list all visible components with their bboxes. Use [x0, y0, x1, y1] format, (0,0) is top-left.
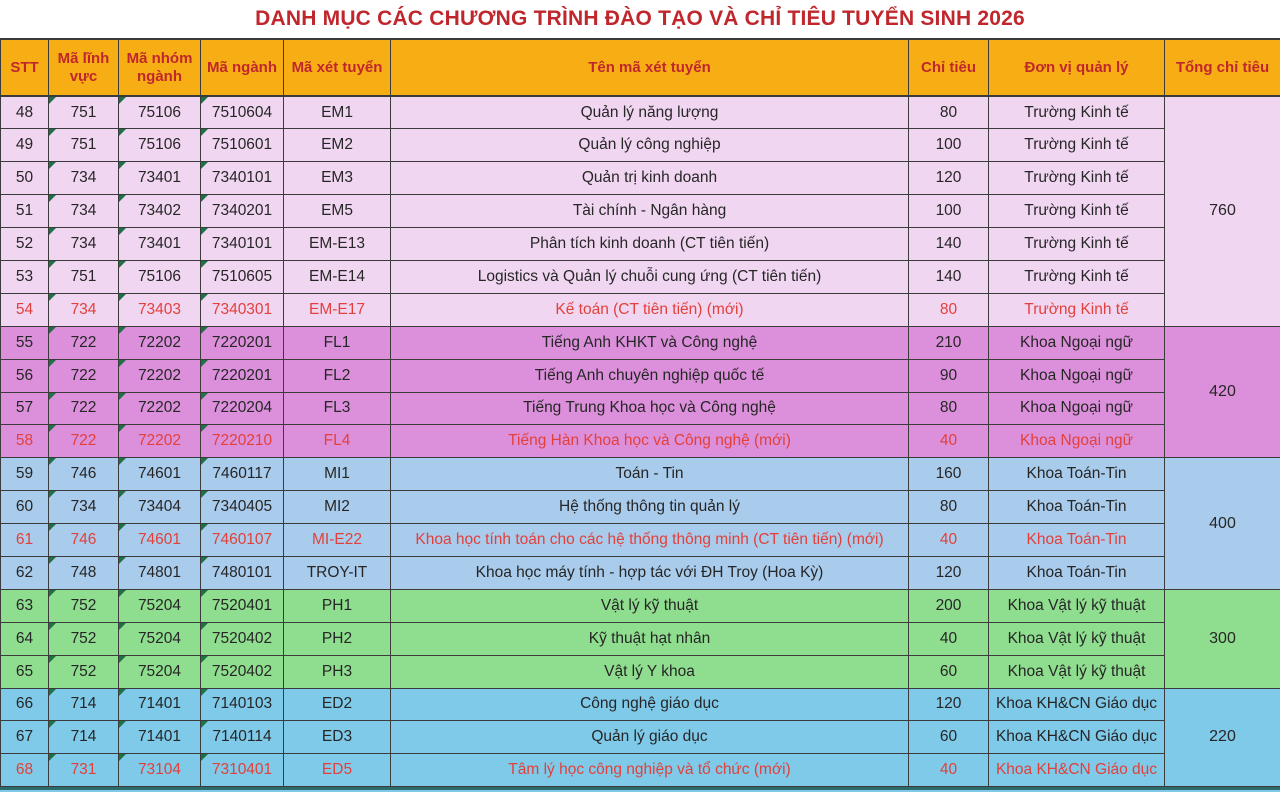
- table-row: [1, 162, 1280, 195]
- cell-ma-linh-vuc: 722: [49, 326, 119, 359]
- col-header-ma-nganh: Mã ngành: [201, 39, 284, 96]
- cell-don-vi-quan-ly: Khoa Ngoại ngữ: [989, 425, 1165, 458]
- cell-ma-nhom-nganh: 74601: [119, 524, 201, 557]
- cell-ten-ma-xet-tuyen: Hệ thống thông tin quản lý: [391, 491, 909, 524]
- header-row: [1, 39, 1280, 96]
- cell-ma-nganh: 7220201: [201, 359, 284, 392]
- cell-ma-nhom-nganh: 73104: [119, 754, 201, 787]
- cell-stt: 60: [1, 491, 49, 524]
- cell-stt: 51: [1, 195, 49, 228]
- cell-ten-ma-xet-tuyen: Vật lý kỹ thuật: [391, 589, 909, 622]
- col-header-ten-ma-xet-tuyen: Tên mã xét tuyển: [391, 39, 909, 96]
- cell-stt: 66: [1, 688, 49, 721]
- cell-chi-tieu: 90: [909, 359, 989, 392]
- cell-ma-nganh: 7460107: [201, 524, 284, 557]
- cell-don-vi-quan-ly: Khoa Vật lý kỹ thuật: [989, 589, 1165, 622]
- col-header-ma-nhom-nganh: Mã nhóm ngành: [119, 39, 201, 96]
- table-row: [1, 589, 1280, 622]
- cell-ten-ma-xet-tuyen: Tiếng Hàn Khoa học và Công nghệ (mới): [391, 425, 909, 458]
- cell-ma-linh-vuc: 751: [49, 260, 119, 293]
- table-row: [1, 260, 1280, 293]
- cell-ma-linh-vuc: 734: [49, 293, 119, 326]
- cell-ma-nhom-nganh: 73404: [119, 491, 201, 524]
- table-row: [1, 425, 1280, 458]
- cell-ma-linh-vuc: 734: [49, 195, 119, 228]
- cell-ma-xet-tuyen: PH1: [284, 589, 391, 622]
- cell-don-vi-quan-ly: Khoa Ngoại ngữ: [989, 359, 1165, 392]
- cell-ma-nhom-nganh: 75106: [119, 129, 201, 162]
- cell-chi-tieu: 60: [909, 721, 989, 754]
- cell-ma-linh-vuc: 734: [49, 491, 119, 524]
- cell-don-vi-quan-ly: Khoa KH&CN Giáo dục: [989, 721, 1165, 754]
- cell-ma-nganh: 7340201: [201, 195, 284, 228]
- cell-ten-ma-xet-tuyen: Tiếng Anh KHKT và Công nghệ: [391, 326, 909, 359]
- table-row: [1, 326, 1280, 359]
- cell-ma-nhom-nganh: 71401: [119, 688, 201, 721]
- cell-chi-tieu: 140: [909, 260, 989, 293]
- cell-chi-tieu: 40: [909, 425, 989, 458]
- cell-ma-linh-vuc: 714: [49, 721, 119, 754]
- cell-ma-nganh: 7510605: [201, 260, 284, 293]
- cell-ma-xet-tuyen: ED3: [284, 721, 391, 754]
- cell-ten-ma-xet-tuyen: Quản lý công nghiệp: [391, 129, 909, 162]
- cell-ma-nganh: 7520401: [201, 589, 284, 622]
- cell-ma-xet-tuyen: EM2: [284, 129, 391, 162]
- cell-ma-nganh: 7310401: [201, 754, 284, 787]
- cell-ten-ma-xet-tuyen: Công nghệ giáo dục: [391, 688, 909, 721]
- cell-don-vi-quan-ly: Trường Kinh tế: [989, 293, 1165, 326]
- cell-ma-xet-tuyen: MI1: [284, 458, 391, 491]
- cell-ma-linh-vuc: 746: [49, 458, 119, 491]
- table-row: [1, 293, 1280, 326]
- cell-ma-nganh: 7340301: [201, 293, 284, 326]
- table-row: [1, 524, 1280, 557]
- table-row: [1, 721, 1280, 754]
- cell-don-vi-quan-ly: Khoa Vật lý kỹ thuật: [989, 655, 1165, 688]
- cell-chi-tieu: 100: [909, 129, 989, 162]
- cell-ma-linh-vuc: 752: [49, 589, 119, 622]
- cell-ten-ma-xet-tuyen: Tiếng Trung Khoa học và Công nghệ: [391, 392, 909, 425]
- cell-don-vi-quan-ly: Khoa Toán-Tin: [989, 524, 1165, 557]
- cell-chi-tieu: 210: [909, 326, 989, 359]
- cell-ma-xet-tuyen: TROY-IT: [284, 556, 391, 589]
- cell-ma-nganh: 7220201: [201, 326, 284, 359]
- cell-tong-chi-tieu: 420: [1165, 326, 1280, 458]
- cell-ma-linh-vuc: 722: [49, 392, 119, 425]
- cell-stt: 48: [1, 96, 49, 129]
- cell-ma-nhom-nganh: 72202: [119, 326, 201, 359]
- cell-don-vi-quan-ly: Khoa Ngoại ngữ: [989, 326, 1165, 359]
- cell-ma-xet-tuyen: FL3: [284, 392, 391, 425]
- cell-don-vi-quan-ly: Khoa Toán-Tin: [989, 491, 1165, 524]
- cell-ma-xet-tuyen: PH3: [284, 655, 391, 688]
- table-row: [1, 228, 1280, 261]
- cell-chi-tieu: 80: [909, 491, 989, 524]
- cell-ten-ma-xet-tuyen: Kế toán (CT tiên tiến) (mới): [391, 293, 909, 326]
- table-header: [1, 39, 1280, 96]
- cell-chi-tieu: 160: [909, 458, 989, 491]
- cell-ma-nganh: 7510604: [201, 96, 284, 129]
- table-row: [1, 754, 1280, 787]
- table-row: [1, 458, 1280, 491]
- cell-chi-tieu: 60: [909, 655, 989, 688]
- cell-ten-ma-xet-tuyen: Tiếng Anh chuyên nghiệp quốc tế: [391, 359, 909, 392]
- cell-stt: 63: [1, 589, 49, 622]
- table-row: [1, 556, 1280, 589]
- page-title: DANH MỤC CÁC CHƯƠNG TRÌNH ĐÀO TẠO VÀ CHỈ TIÊU TUYỂN SINH 2026: [0, 0, 1280, 38]
- col-header-don-vi-quan-ly: Đơn vị quản lý: [989, 39, 1165, 96]
- cell-ma-xet-tuyen: EM5: [284, 195, 391, 228]
- cell-ma-linh-vuc: 734: [49, 228, 119, 261]
- cell-ma-nganh: 7340405: [201, 491, 284, 524]
- cell-ma-nganh: 7340101: [201, 162, 284, 195]
- cell-ten-ma-xet-tuyen: Tâm lý học công nghiệp và tổ chức (mới): [391, 754, 909, 787]
- cell-ma-xet-tuyen: ED5: [284, 754, 391, 787]
- cell-stt: 56: [1, 359, 49, 392]
- cell-stt: 49: [1, 129, 49, 162]
- cell-stt: 67: [1, 721, 49, 754]
- cell-ma-linh-vuc: 752: [49, 622, 119, 655]
- table-row: [1, 96, 1280, 129]
- cell-ma-linh-vuc: 748: [49, 556, 119, 589]
- cell-ma-nganh: 7480101: [201, 556, 284, 589]
- cell-don-vi-quan-ly: Trường Kinh tế: [989, 129, 1165, 162]
- cell-stt: 68: [1, 754, 49, 787]
- cell-stt: 52: [1, 228, 49, 261]
- cell-ma-xet-tuyen: FL1: [284, 326, 391, 359]
- cell-ma-nhom-nganh: 74601: [119, 458, 201, 491]
- table-row: [1, 195, 1280, 228]
- cell-ma-xet-tuyen: EM1: [284, 96, 391, 129]
- cell-ma-nganh: 7340101: [201, 228, 284, 261]
- cell-tong-chi-tieu: 400: [1165, 458, 1280, 590]
- cell-chi-tieu: 40: [909, 754, 989, 787]
- cell-ma-xet-tuyen: EM-E17: [284, 293, 391, 326]
- cell-ma-nhom-nganh: 71401: [119, 721, 201, 754]
- cell-ten-ma-xet-tuyen: Phân tích kinh doanh (CT tiên tiến): [391, 228, 909, 261]
- cell-ma-nganh: 7140114: [201, 721, 284, 754]
- cell-ma-nhom-nganh: 72202: [119, 392, 201, 425]
- cell-ma-nganh: 7220210: [201, 425, 284, 458]
- table-body: [1, 96, 1280, 787]
- cell-don-vi-quan-ly: Trường Kinh tế: [989, 260, 1165, 293]
- cell-chi-tieu: 120: [909, 162, 989, 195]
- cell-don-vi-quan-ly: Khoa Vật lý kỹ thuật: [989, 622, 1165, 655]
- cell-ma-nhom-nganh: 73401: [119, 162, 201, 195]
- cell-ma-nhom-nganh: 75204: [119, 655, 201, 688]
- cell-ma-xet-tuyen: EM-E14: [284, 260, 391, 293]
- next-row-partial: [0, 787, 1280, 792]
- cell-ma-xet-tuyen: ED2: [284, 688, 391, 721]
- col-header-chi-tieu: Chỉ tiêu: [909, 39, 989, 96]
- cell-ma-linh-vuc: 714: [49, 688, 119, 721]
- cell-ma-nganh: 7520402: [201, 622, 284, 655]
- cell-stt: 53: [1, 260, 49, 293]
- cell-stt: 64: [1, 622, 49, 655]
- cell-ten-ma-xet-tuyen: Toán - Tin: [391, 458, 909, 491]
- cell-ma-linh-vuc: 722: [49, 425, 119, 458]
- cell-chi-tieu: 40: [909, 622, 989, 655]
- cell-don-vi-quan-ly: Khoa Ngoại ngữ: [989, 392, 1165, 425]
- cell-ma-nhom-nganh: 75106: [119, 260, 201, 293]
- cell-ma-xet-tuyen: FL2: [284, 359, 391, 392]
- cell-don-vi-quan-ly: Trường Kinh tế: [989, 96, 1165, 129]
- cell-don-vi-quan-ly: Trường Kinh tế: [989, 162, 1165, 195]
- cell-ma-nganh: 7520402: [201, 655, 284, 688]
- admissions-table: [0, 38, 1280, 787]
- cell-ma-nhom-nganh: 72202: [119, 359, 201, 392]
- cell-ma-nhom-nganh: 73403: [119, 293, 201, 326]
- cell-chi-tieu: 140: [909, 228, 989, 261]
- cell-ten-ma-xet-tuyen: Khoa học tính toán cho các hệ thống thông minh (CT tiên tiến) (mới): [391, 524, 909, 557]
- cell-ten-ma-xet-tuyen: Quản lý năng lượng: [391, 96, 909, 129]
- cell-stt: 62: [1, 556, 49, 589]
- cell-chi-tieu: 120: [909, 556, 989, 589]
- col-header-ma-linh-vuc: Mã lĩnh vực: [49, 39, 119, 96]
- cell-tong-chi-tieu: 760: [1165, 96, 1280, 326]
- table-row: [1, 688, 1280, 721]
- col-header-ma-xet-tuyen: Mã xét tuyển: [284, 39, 391, 96]
- cell-don-vi-quan-ly: Trường Kinh tế: [989, 195, 1165, 228]
- cell-don-vi-quan-ly: Khoa KH&CN Giáo dục: [989, 754, 1165, 787]
- cell-stt: 55: [1, 326, 49, 359]
- cell-ten-ma-xet-tuyen: Quản lý giáo dục: [391, 721, 909, 754]
- cell-ma-linh-vuc: 752: [49, 655, 119, 688]
- cell-stt: 65: [1, 655, 49, 688]
- cell-ma-linh-vuc: 734: [49, 162, 119, 195]
- cell-ma-nhom-nganh: 75106: [119, 96, 201, 129]
- cell-chi-tieu: 40: [909, 524, 989, 557]
- cell-ma-xet-tuyen: MI-E22: [284, 524, 391, 557]
- cell-ma-nganh: 7460117: [201, 458, 284, 491]
- table-row: [1, 491, 1280, 524]
- cell-stt: 57: [1, 392, 49, 425]
- cell-ma-nganh: 7140103: [201, 688, 284, 721]
- cell-tong-chi-tieu: 300: [1165, 589, 1280, 688]
- cell-ma-nhom-nganh: 75204: [119, 589, 201, 622]
- cell-don-vi-quan-ly: Trường Kinh tế: [989, 228, 1165, 261]
- table-row: [1, 392, 1280, 425]
- cell-ma-nganh: 7510601: [201, 129, 284, 162]
- cell-ten-ma-xet-tuyen: Khoa học máy tính - hợp tác với ĐH Troy (Hoa Kỳ): [391, 556, 909, 589]
- cell-ten-ma-xet-tuyen: Quản trị kinh doanh: [391, 162, 909, 195]
- cell-ma-linh-vuc: 751: [49, 96, 119, 129]
- cell-ma-linh-vuc: 731: [49, 754, 119, 787]
- cell-ma-linh-vuc: 751: [49, 129, 119, 162]
- cell-ma-linh-vuc: 722: [49, 359, 119, 392]
- table-row: [1, 359, 1280, 392]
- cell-ma-xet-tuyen: EM3: [284, 162, 391, 195]
- cell-ma-xet-tuyen: EM-E13: [284, 228, 391, 261]
- cell-chi-tieu: 200: [909, 589, 989, 622]
- cell-ma-xet-tuyen: PH2: [284, 622, 391, 655]
- cell-don-vi-quan-ly: Khoa Toán-Tin: [989, 458, 1165, 491]
- cell-ten-ma-xet-tuyen: Vật lý Y khoa: [391, 655, 909, 688]
- table-row: [1, 622, 1280, 655]
- table-row: [1, 129, 1280, 162]
- cell-ma-nganh: 7220204: [201, 392, 284, 425]
- cell-chi-tieu: 80: [909, 96, 989, 129]
- cell-stt: 58: [1, 425, 49, 458]
- cell-stt: 50: [1, 162, 49, 195]
- cell-stt: 61: [1, 524, 49, 557]
- col-header-stt: STT: [1, 39, 49, 96]
- cell-chi-tieu: 100: [909, 195, 989, 228]
- cell-stt: 54: [1, 293, 49, 326]
- cell-ma-nhom-nganh: 73402: [119, 195, 201, 228]
- cell-stt: 59: [1, 458, 49, 491]
- cell-ten-ma-xet-tuyen: Tài chính - Ngân hàng: [391, 195, 909, 228]
- cell-tong-chi-tieu: 220: [1165, 688, 1280, 787]
- cell-ma-nhom-nganh: 75204: [119, 622, 201, 655]
- col-header-tong-chi-tieu: Tổng chỉ tiêu: [1165, 39, 1280, 96]
- table-row: [1, 655, 1280, 688]
- cell-ma-linh-vuc: 746: [49, 524, 119, 557]
- cell-don-vi-quan-ly: Khoa KH&CN Giáo dục: [989, 688, 1165, 721]
- cell-ten-ma-xet-tuyen: Kỹ thuật hạt nhân: [391, 622, 909, 655]
- cell-ma-nhom-nganh: 72202: [119, 425, 201, 458]
- cell-don-vi-quan-ly: Khoa Toán-Tin: [989, 556, 1165, 589]
- cell-ma-nhom-nganh: 73401: [119, 228, 201, 261]
- cell-ma-xet-tuyen: FL4: [284, 425, 391, 458]
- cell-chi-tieu: 80: [909, 293, 989, 326]
- cell-ten-ma-xet-tuyen: Logistics và Quản lý chuỗi cung ứng (CT tiên tiến): [391, 260, 909, 293]
- cell-ma-nhom-nganh: 74801: [119, 556, 201, 589]
- cell-chi-tieu: 80: [909, 392, 989, 425]
- cell-ma-xet-tuyen: MI2: [284, 491, 391, 524]
- cell-chi-tieu: 120: [909, 688, 989, 721]
